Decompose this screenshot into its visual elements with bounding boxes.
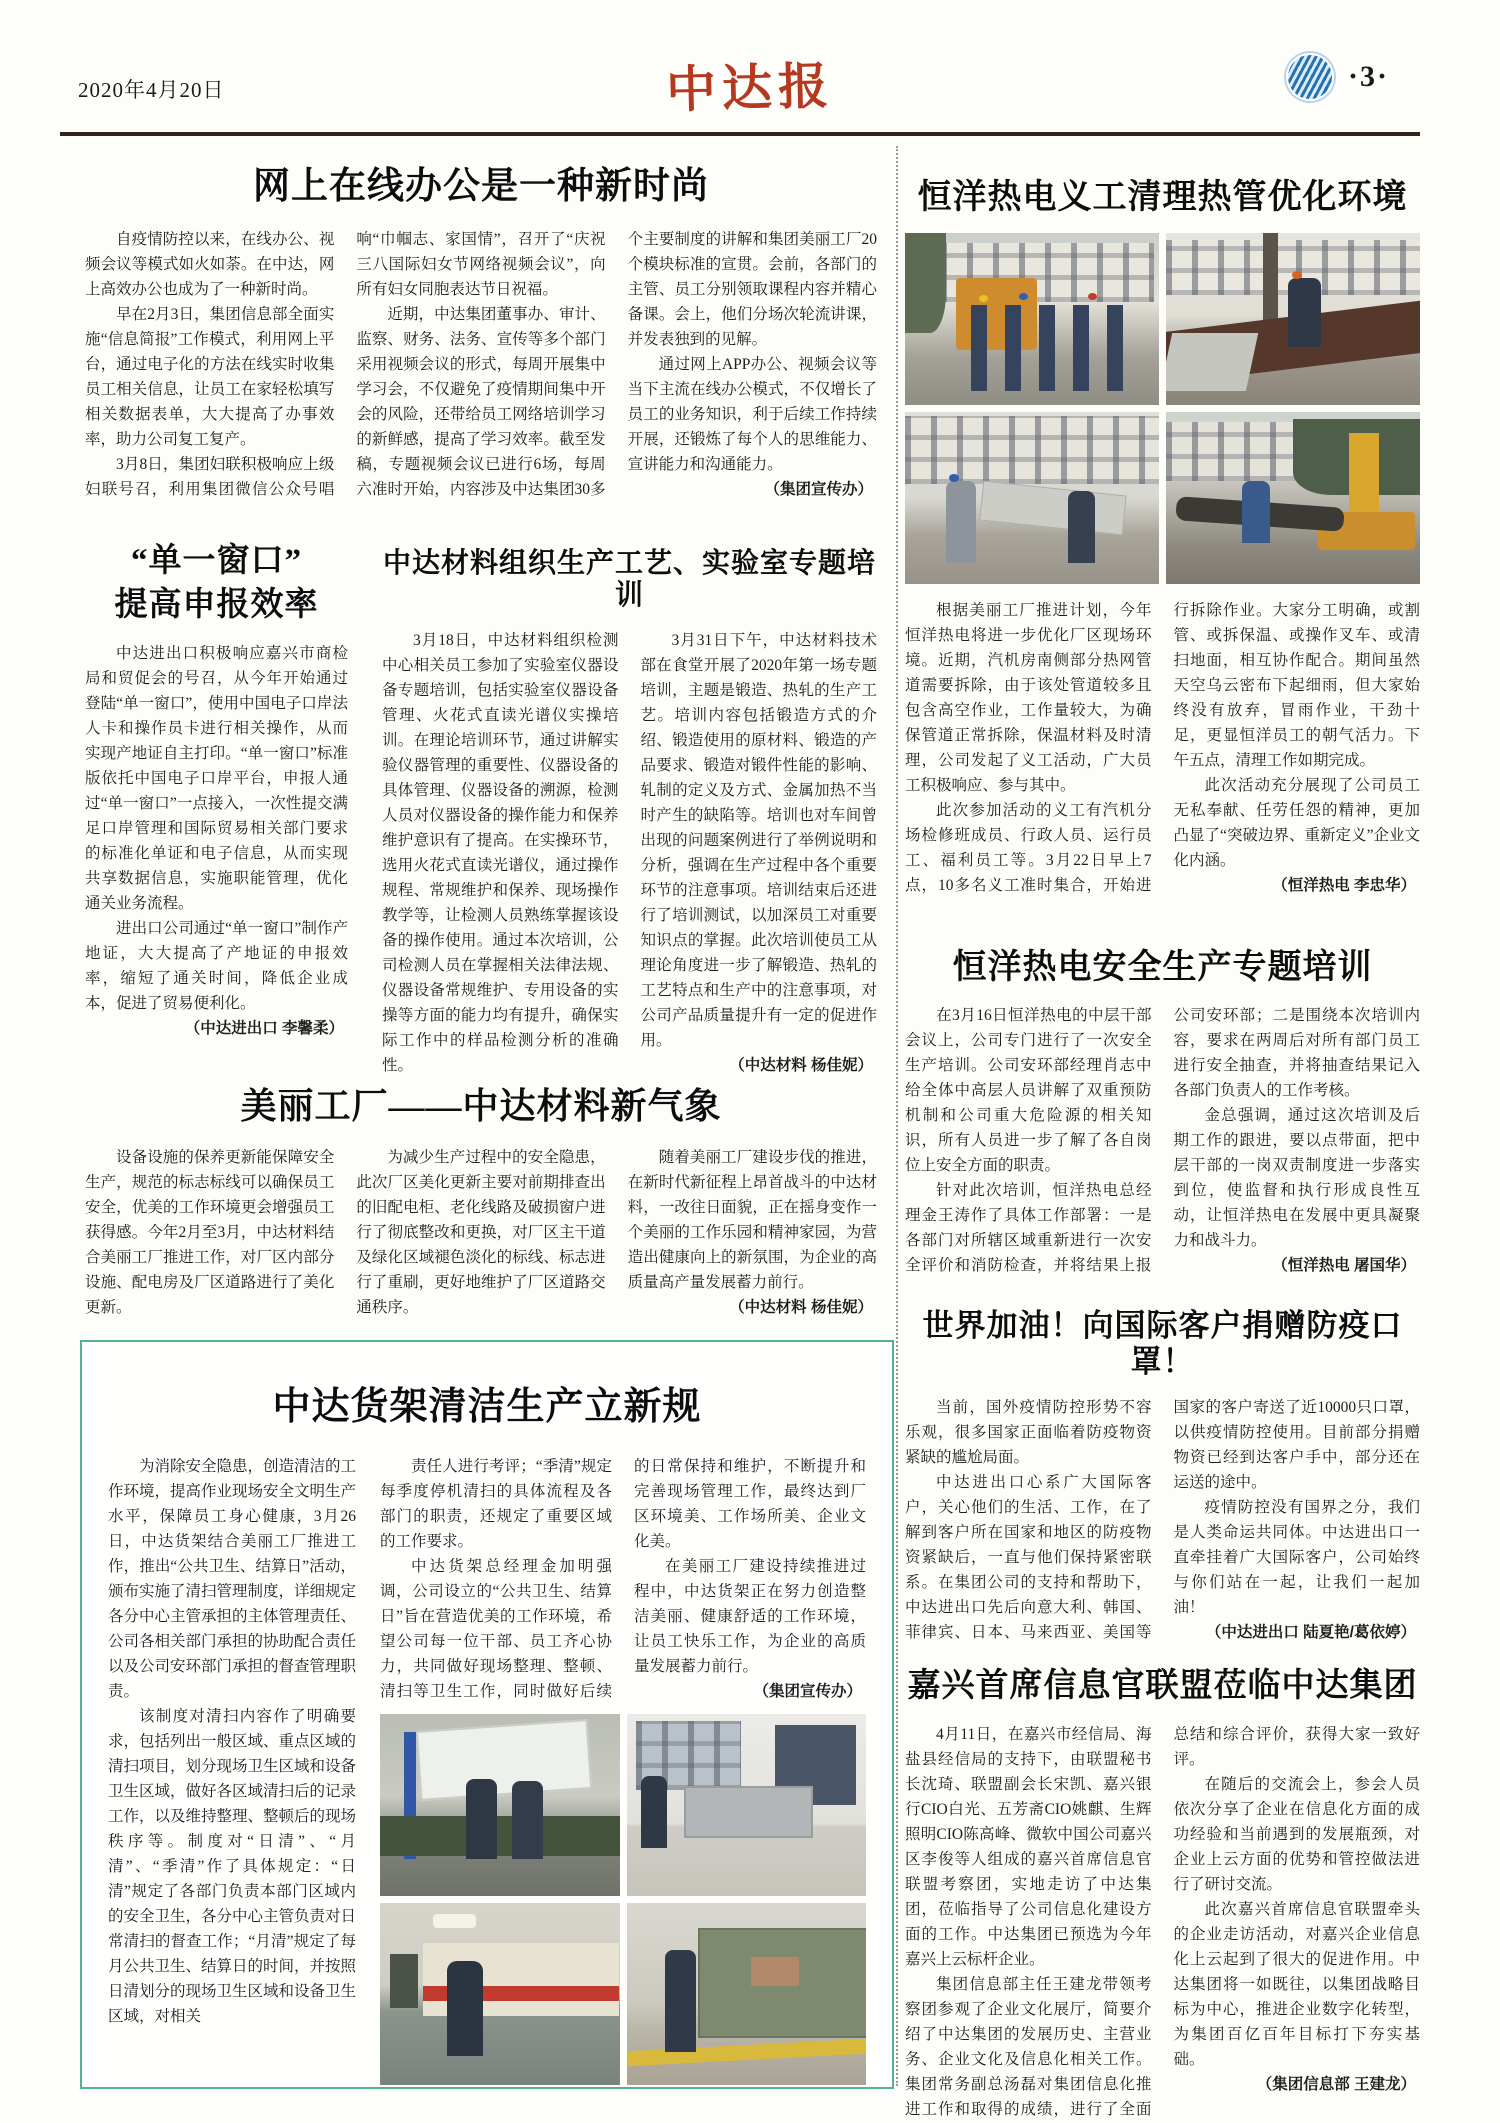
- cardboard-panel: [751, 1957, 799, 1986]
- article-online-office: [85, 166, 877, 502]
- article-volunteer: [905, 178, 1420, 898]
- paragraph: 当前，国外疫情防控形势不容乐观，很多国家正面临着防疫物资紧缺的尴尬局面。: [905, 1399, 1152, 1467]
- paragraph: 在随后的交流会上，参会人员依次分享了企业在信息化方面的成功经验和当前遇到的发展瓶颈，对企业上云方面的优势和管控做法进行了研讨交流。: [1173, 1775, 1420, 1893]
- header-rule: [60, 132, 1420, 136]
- photo-indoor-cleaning: [627, 1714, 867, 1896]
- issue-date: 2020年4月20日: [78, 78, 225, 102]
- paragraph: 通过网上APP办公、视频会议等当下主流在线办公模式，不仅增长了员工的业务知识，利于后续工作持续开展，还锻炼了每个人的思维能力、宣讲能力和沟通能力。: [627, 355, 877, 473]
- shrubs: [380, 1816, 620, 1856]
- article-body: [85, 641, 348, 1041]
- paragraph: 3月31日下午，中达材料技术部在食堂开展了2020年第一场专题培训，主题是锻造、热轧的生产工艺。培训内容包括锻造方式的介绍、锻造使用的原材料、锻造的产品要求、锻造对锻件性能的影响、轧制的定义及方式、金属加热不当时产生的缺陷等。培训也对车间曾出现的问题案例进行了举例说明和分析，强调在生产过程中各个重要环节的注意事项。培训结束后还进行了培训测试，以加深员工对重要知识点的掌握。此次培训使员工从理论角度进一步了解锻造、热轧的工艺特点和生产中的注意事项，对公司产品质量提升有一定的促进作用。: [640, 632, 877, 1050]
- factory-building: [905, 416, 1159, 485]
- worker-figure: [1068, 491, 1096, 563]
- paragraph: 集团信息部主任王建龙带领考察团参观了企业文化展厅，简要介绍了中达集团的发展历史、主营业务、企业文化及信息化相关工作。集团常务副总汤磊对集团信息化推进工作和取得的成绩，进行了全面总结和综合评价，获得大家一致好评。: [905, 1725, 1420, 2118]
- paragraph: 4月11日，在嘉兴市经信局、海盐县经信局的支持下，由联盟秘书长沈琦、联盟副会长宋凯、嘉兴银行CIO白光、五芳斋CIO姚麒、生辉照明CIO陈高峰、微软中国公司嘉兴区李俊等人组成的嘉兴首席信息官联盟考察团，实地走访了中达集团，莅临指导了公司信息化建设方面的工作。中达集团已预选为今年嘉兴上云标杆企业。: [905, 1725, 1152, 1968]
- article-body: [905, 1395, 1420, 1645]
- company-logo-icon: [1288, 55, 1332, 99]
- box-left-column: [108, 1454, 356, 2085]
- page-number: ·3·: [1348, 60, 1390, 93]
- article-title: 网上在线办公是一种新时尚: [253, 166, 709, 207]
- article-title: 美丽工厂——中达材料新气象: [240, 1086, 722, 1126]
- paragraph: 随着美丽工厂建设步伐的推进，在新时代新征程上昂首战斗的中达材料，一改往日面貌，正在摇身变作一个美丽的工作乐园和精神家园，为营造出健康向上的新氛围，为企业的高质量高产量发展蓄力前行。: [627, 1149, 877, 1292]
- orange-helmet: [1292, 271, 1302, 279]
- paragraph: 此次参加活动的义工有汽机分场检修班成员、行政人员、运行员工、福利员工等。3月22日早上7点，10多名义工准时集合，开始进行拆除作业。大家分工明确，或割管、或拆保温、或操作叉车、或清扫地面，相互协作配合。期间虽然天空乌云密布下起细雨，但大家始终没有放弃，冒雨作业，干劲十足，更显恒洋员工的朝气活力。下午五点，清理工作如期完成。: [905, 602, 1420, 895]
- paragraph: 根据美丽工厂推进计划，今年恒洋热电将进一步优化厂区现场环境。近期，汽机房南侧部分热网管道需要拆除，由于该处管道较多且包含高空作业，工作量较大，为确保管道正常拆除，保温材料及时清理，公司发起了义工活动，广大员工积极响应、参与其中。: [905, 602, 1152, 795]
- ceiling-light: [433, 1914, 476, 1929]
- article-title-line2: 提高申报效率: [114, 586, 319, 623]
- photo-carrying-insulation: [905, 412, 1159, 584]
- yellow-helmet: [979, 295, 988, 302]
- paragraph: 疫情防控没有国界之分，我们是人类命运共同体。中达进出口一直牵挂着广大国际客户，公司始终与你们站在一起，让我们一起加油！: [1173, 1499, 1420, 1617]
- volunteer-photo-grid: [905, 233, 1420, 584]
- paragraph: 该制度对清扫内容作了明确要求，包括列出一般区域、重点区域的清扫项目，划分现场卫生区域和设备卫生区域，做好各区域清扫后的记录工作，以及维持整理、整顿后的现场秩序等。制度对“日清”、“月清”、“季清”作了具体规定：“日清”规定了各部门负责本部门区域内的安全卫生，各分中心主管负责对日常清扫的督查工作；“月清”规定了每月公共卫生、结算日的时间，并按照日清划分的现场卫生区域和设备卫生区域，对相关: [108, 1707, 357, 2025]
- article-cio-visit: [905, 1668, 1420, 2122]
- article-body: [905, 598, 1420, 898]
- byline: （中达进出口 李馨柔）: [184, 1019, 344, 1037]
- column-divider: [896, 146, 898, 2086]
- article-body: [905, 1722, 1420, 2122]
- byline: （恒洋热电 李忠华）: [1272, 877, 1416, 895]
- article-body: [85, 227, 877, 502]
- worker-figure: [512, 1781, 543, 1859]
- article-title: 恒洋热电义工清理热管优化环境: [917, 179, 1408, 216]
- paragraph: 此次嘉兴首席信息官联盟牵头的企业走访活动，对嘉兴企业信息化上云起到了很大的促进作用。中达集团将一如既往，以集团战略目标为中心，推进企业数字化转型，为集团百亿百年目标打下夯实基础。: [1173, 1900, 1420, 2068]
- byline: （中达进出口 陆夏艳/葛依婷）: [1205, 1624, 1416, 1642]
- photo-rain-board-cleaning: [380, 1714, 620, 1896]
- insulation-sheet: [980, 480, 1128, 535]
- box-right-area: [380, 1454, 866, 2085]
- article-title: 世界加油！向国际客户捐赠防疫口罩！: [922, 1308, 1403, 1379]
- article-title-line1: “单一窗口”: [131, 543, 302, 579]
- byline: （恒洋热电 屠国华）: [1272, 1257, 1416, 1275]
- worker-figure: [1242, 481, 1270, 543]
- photo-green-machine: [627, 1903, 867, 2085]
- byline: （集团宣传办）: [764, 480, 873, 498]
- photo-volunteer-group: [905, 233, 1159, 405]
- insulation-sheet: [1166, 333, 1259, 391]
- paragraph: 进出口公司通过“单一窗口”制作产地证，大大提高了产地证的申报效率，缩短了通关时间，降低企业成本，促进了贸易便利化。: [85, 919, 348, 1012]
- paragraph: 3月8日，集团妇联积极响应上级妇联号召，利用集团微信公众号唱响“巾帼志、家国情”，召开了“庆祝三八国际妇女节网络视频会议”，向所有妇女同胞表达节日祝福。: [85, 230, 606, 498]
- article-body: [905, 1003, 1420, 1278]
- paragraph: 责任人进行考评；“季清”规定每季度停机清扫的具体流程及各部门的职责，还规定了重要区域的工作要求。: [380, 1457, 612, 1550]
- paragraph: 中达进出口心系广大国际客户，关心他们的生活、工作，在了解到客户所在国家和地区的防疫物资紧缺后，一直与他们保持紧密联系。在集团公司的支持和帮助下，中达进出口先后向意大利、韩国、菲律宾、日本、马来西亚、美国等国家的客户寄送了近10000只口罩，以供疫情防控使用。目前部分捐赠物资已经到达客户手中，部分还在运送的途中。: [905, 1399, 1420, 1642]
- box-right-text: [380, 1454, 866, 1704]
- masthead-title: 中达报: [665, 57, 835, 119]
- photo-pipe-insulation: [1166, 233, 1420, 405]
- shelf-photo-grid: [380, 1714, 866, 2085]
- article-shelf-rules-box: [80, 1340, 894, 2089]
- paragraph: 3月18日，中达材料组织检测中心相关员工参加了实验室仪器设备专题培训，包括实验室仪器设备管理、火花式直读光谱仪实操培训。在理论培训环节，通过讲解实验仪器管理的重要性、仪器设备的具体管理、仪器设备的溯源，检测人员对仪器设备的操作能力和保养维护意识有了提高。在实操环节，选用火花式直读光谱仪，通过操作规程、常规维护和保养、现场操作教学等，让检测人员熟练掌握该设备的操作使用。通过本次培训，公司检测人员在掌握相关法律法规、仪器设备常规维护、专用设备的实操等方面的能力均有提升，确保实际工作中的样品检测分析的准确性。: [382, 632, 619, 1075]
- paragraph: 为减少生产过程中的安全隐患，此次厂区美化更新主要对前期排查出的旧配电柜、老化线路及破损窗户进行了彻底整改和更换，对厂区主干道及绿化区域褪色淡化的标线、标志进行了重刷，更好地维护了厂区道路交通秩序。: [356, 1149, 606, 1317]
- article-beautiful-factory: [85, 1086, 877, 1320]
- paragraph: 金总强调，通过这次培训及后期工作的跟进，要以点带面，把中层干部的一岗双责制度进一步落实到位，使监督和执行形成良性互动，让恒洋热电在发展中更具凝聚力和战斗力。: [1173, 1107, 1420, 1250]
- steel-table: [684, 1786, 813, 1837]
- article-title: 中达材料组织生产工艺、实验室专题培训: [382, 548, 876, 612]
- article-title: 中达货架清洁生产立新规: [272, 1386, 702, 1428]
- byline: （集团信息部 王建龙）: [1256, 2075, 1416, 2093]
- paragraph: 中达进出口积极响应嘉兴市商检局和贸促会的号召，从今年开始通过登陆“单一窗口”，使用中国电子口岸法人卡和操作员卡进行相关操作，从而实现产地证自主打印。“单一窗口”标准版依托中国电子口岸平台，申报人通过“单一窗口”一点接入，一次性提交满足口岸管理和国际贸易相关部门要求的标准化单证和电子信息，从而实现共享数据信息，实施职能管理，优化通关业务流程。: [85, 644, 348, 912]
- worker-figure: [466, 1779, 497, 1859]
- byline: （集团宣传办）: [753, 1682, 862, 1700]
- paragraph: 为消除安全隐患，创造清洁的工作环境，提高作业现场安全文明生产水平，保障员工身心健康，3月26日，中达货架结合美丽工厂推进工作，推出“公共卫生、结算日”活动，颁布实施了清扫管理制度，详细规定各分中心主管承担的主体管理责任、公司各相关部门承担的协助配合责任以及公司安环部门承担的督查管理职责。: [108, 1457, 357, 1700]
- paragraph: 近期，中达集团董事办、审计、监察、财务、法务、宣传等多个部门采用视频会议的形式，每周开展集中学习会，不仅避免了疫情期间集中开会的风险，还带给员工网络培训学习的新鲜感，提高了学习效率。截至发稿，专题视频会议已进行6场，每周六准时开始，内容涉及中达集团30多个主要制度的讲解和集团美丽工厂20个模块标准的宣贯。会前，各部门的主管、员工分别领取课程内容并精心备课。会上，他们分场次轮流讲课，并发表独到的见解。: [356, 230, 877, 498]
- factory-building: [1166, 422, 1306, 480]
- paragraph: 在美丽工厂建设持续推进过程中，中达货架正在努力创造整洁美丽、健康舒适的工作环境，让员工快乐工作，为企业的高质量发展蓄力前行。: [634, 1557, 866, 1675]
- article-mask-donation: [905, 1308, 1420, 1645]
- paragraph: 自疫情防控以来，在线办公、视频会议等模式如火如荼。在中达，网上高效办公也成为了一种新时尚。: [85, 230, 335, 298]
- paragraph: 设备设施的保养更新能保障安全生产，规范的标志标线可以确保员工安全，优美的工作环境更会增强员工获得感。今年2月至3月，中达材料结合美丽工厂推进工作，对厂区内部分设施、配电房及厂区道路进行了美化更新。: [85, 1149, 335, 1317]
- paragraph: 在3月16日恒洋热电的中层干部会议上，公司专门进行了一次安全生产培训。公司安环部经理肖志中给全体中高层人员讲解了双重预防机制和公司重大危险源的相关知识，所有人员进一步了解了各自岗位上安全方面的职责。: [905, 1007, 1152, 1175]
- stacked-goods: [390, 1954, 419, 2009]
- worker-figure: [665, 1950, 696, 2052]
- byline: （中达材料 杨佳妮）: [729, 1299, 873, 1317]
- article-body: [85, 1145, 877, 1320]
- photo-crane-pipe: [1166, 412, 1420, 584]
- paragraph: 针对此次培训，恒洋热电总经理金王涛作了具体工作部署：一是各部门对所辖区域重新进行一次安全评价和消防检查，并将结果上报公司安环部；二是围绕本次培训内容，要求在两周后对所有部门员工进行安全抽查，并将抽查结果记入各部门负责人的工作考核。: [905, 1007, 1420, 1275]
- worker-figure: [447, 1961, 483, 2056]
- paragraph: 中达货架总经理金加明强调，公司设立的“公共卫生、结算日”旨在营造优美的工作环境，希望公司每一位干部、员工齐心协力，共同做好现场整理、整顿、清扫等卫生工作，同时做好后续的日常保持和维护，不断提升和完善现场管理工作，最终达到厂区环境美、工作场所美、企业文化美。: [380, 1457, 866, 1700]
- article-single-window: [85, 543, 348, 1041]
- paragraph: 早在2月3日，集团信息部全面实施“信息简报”工作模式，利用网上平台，通过电子化的方法在线实时收集员工相关信息，让员工在家轻松填写相关数据表单，大大提高了办事效率，助力公司复工复产。: [85, 305, 335, 448]
- photo-machine-red-stripe: [380, 1903, 620, 2085]
- article-title: 嘉兴首席信息官联盟莅临中达集团: [907, 1668, 1418, 1704]
- article-safety-training: [905, 948, 1420, 1278]
- floor-stripe: [627, 2038, 867, 2065]
- worker-figure: [1288, 278, 1321, 347]
- article-material-training: [382, 548, 877, 1078]
- article-title: 恒洋热电安全生产专题培训: [952, 949, 1373, 986]
- paragraph: 此次活动充分展现了公司员工无私奉献、任劳任怨的精神，更加凸显了“突破边界、重新定义”企业文化内涵。: [1173, 777, 1420, 870]
- tree: [905, 233, 946, 333]
- byline: （中达材料 杨佳妮）: [729, 1057, 873, 1075]
- article-body: [382, 628, 877, 1078]
- notice-board: [416, 1719, 592, 1800]
- worker-figure: [946, 481, 976, 564]
- worker-group: [971, 305, 1139, 391]
- worker-figure: [641, 1776, 667, 1849]
- box-content: [82, 1454, 892, 2085]
